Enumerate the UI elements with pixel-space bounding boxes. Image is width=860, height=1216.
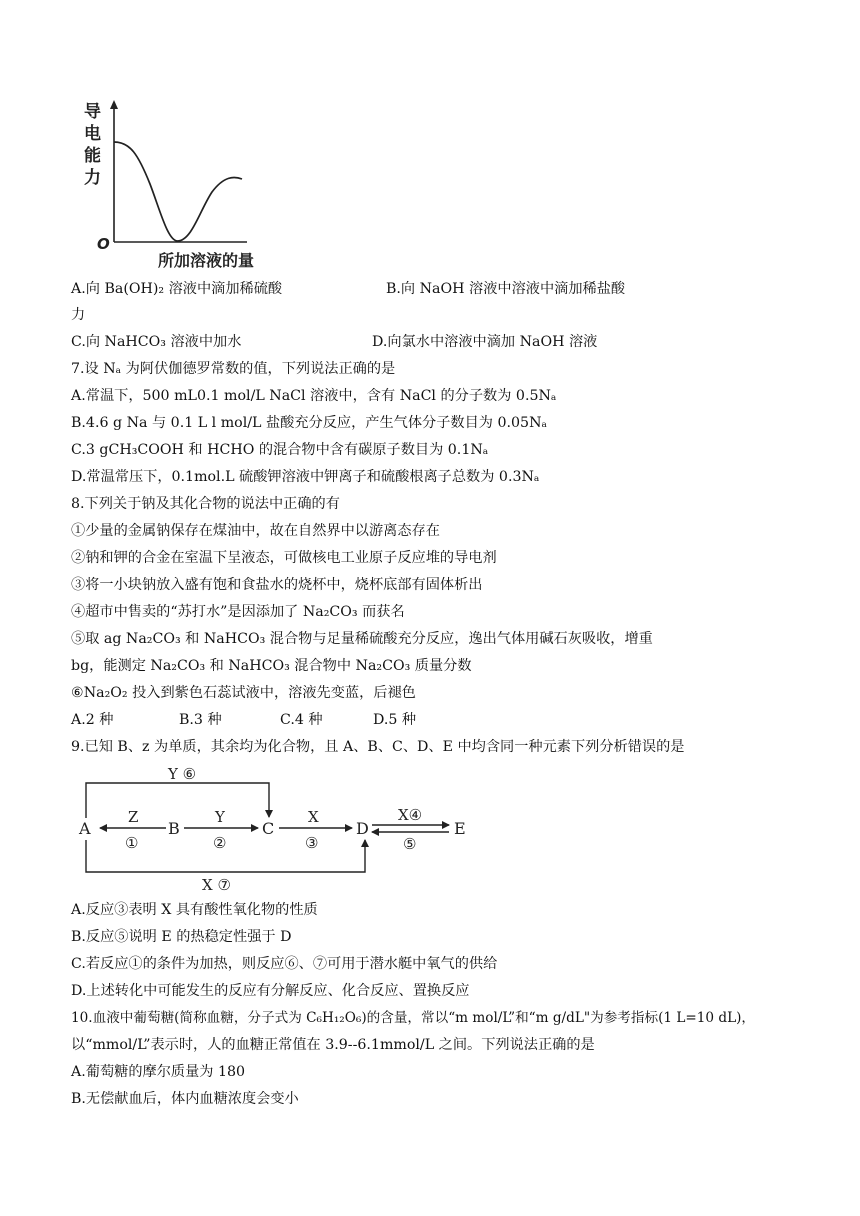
label-z: Z [128,808,139,826]
q8-option-b: B.3 种 [179,712,222,728]
node-d: D [356,819,369,838]
q6-option-a: A.向 Ba(OH)₂ 溶液中滴加稀硫酸 [71,281,283,297]
q7-option-c: C.3 gCH₃COOH 和 HCHO 的混合物中含有碳原子数目为 0.1Nₐ [71,442,489,458]
q9-option-a: A.反应③表明 X 具有酸性氧化物的性质 [71,902,318,918]
node-b: B [168,819,180,838]
q8-stem: 8.下列关于钠及其化合物的说法中正确的有 [71,496,340,512]
q6-option-d: D.向氯水中溶液中滴加 NaOH 溶液 [372,334,598,350]
q7-stem: 7.设 Nₐ 为阿伏伽德罗常数的值，下列说法正确的是 [71,361,396,377]
graph-y-label-char: 导 [84,102,101,122]
q8-option-d: D.5 种 [373,712,417,728]
q8-statement-4: ④超市中售卖的“苏打水”是因添加了 Na₂CO₃ 而获名 [71,604,405,620]
label-reaction-4: X④ [398,806,423,824]
q10-stem-line-1: 10.血液中葡萄糖(简称血糖，分子式为 C₆H₁₂O₆)的含量，常以“m mol/L”和“m g/dL"为参考指标(1 L=10 dL)， [71,1010,756,1026]
label-top-reaction: Y ⑥ [168,765,197,783]
node-e: E [454,819,466,838]
q8-statement-1: ①少量的金属钠保存在煤油中，故在自然界中以游离态存在 [71,523,440,539]
q9-option-b: B.反应⑤说明 E 的热稳定性强于 D [71,929,292,945]
node-c: C [262,819,275,838]
q7-option-d: D.常温常压下，0.1mol.L 硫酸钾溶液中钾离子和硫酸根离子总数为 0.3Nₐ [71,469,540,485]
q10-option-a: A.葡萄糖的摩尔质量为 180 [71,1064,246,1080]
q9-option-d: D.上述转化中可能发生的反应有分解反应、化合反应、置换反应 [71,983,470,999]
label-reaction-5: ⑤ [403,835,417,853]
label-reaction-1: ① [125,834,139,852]
arrow-a-to-c-top [86,783,269,818]
graph-origin-label: O [97,235,110,253]
node-a: A [79,819,91,838]
label-x: X [308,808,319,826]
graph-y-label-char: 力 [84,168,101,188]
q8-statement-5a: ⑤取 ag Na₂CO₃ 和 NaHCO₃ 混合物与足量稀硫酸充分反应，逸出气体用碱石灰吸收，增重 [71,631,653,647]
q7-option-a: A.常温下，500 mL0.1 mol/L NaCl 溶液中，含有 NaCl 的分子数为 0.5Nₐ [71,388,557,404]
q8-statement-2: ②钠和钾的合金在室温下呈液态，可做核电工业原子反应堆的导电剂 [71,550,497,566]
q7-option-b: B.4.6 g Na 与 0.1 L l mol/L 盐酸充分反应，产生气体分子数目为 0.05Nₐ [71,415,547,431]
graph-y-arrow [110,100,118,109]
q8-option-c: C.4 种 [280,712,323,728]
q9-option-c: C.若反应①的条件为加热，则反应⑥、⑦可用于潜水艇中氧气的供给 [71,956,498,972]
q8-option-a: A.2 种 [71,712,114,728]
label-y: Y [215,808,225,826]
q6-option-c: C.向 NaHCO₃ 溶液中加水 [71,334,242,350]
q9-stem: 9.已知 B、z 为单质，其余均为化合物，且 A、B、C、D、E 中均含同一种元素下列分析错误的是 [71,739,685,755]
label-reaction-2: ② [213,834,227,852]
q10-stem-line-2: 以“mmol/L”表示时，人的血糖正常值在 3.9--6.1mmol/L 之间。下列说法正确的是 [71,1037,595,1053]
q6-option-b: B.向 NaOH 溶液中溶液中滴加稀盐酸 [386,281,626,297]
graph-curve [114,142,242,241]
q8-statement-3: ③将一小块钠放入盛有饱和食盐水的烧杯中，烧杯底部有固体析出 [71,577,483,593]
transformation-diagram [76,760,476,895]
conductivity-graph [82,98,282,273]
q8-statement-6: ⑥Na₂O₂ 投入到紫色石蕊试液中，溶液先变蓝，后褪色 [71,685,416,701]
label-bottom-reaction: X ⑦ [202,876,231,894]
label-reaction-3: ③ [305,834,319,852]
q10-option-b: B.无偿献血后，体内血糖浓度会变小 [71,1091,299,1107]
graph-y-label-char: 能 [84,146,101,166]
graph-y-label-char: 电 [84,124,101,144]
q6-stray-char: 力 [71,307,86,323]
graph-x-label: 所加溶液的量 [158,251,255,270]
q8-statement-5b: bg，能测定 Na₂CO₃ 和 NaHCO₃ 混合物中 Na₂CO₃ 质量分数 [71,658,472,674]
